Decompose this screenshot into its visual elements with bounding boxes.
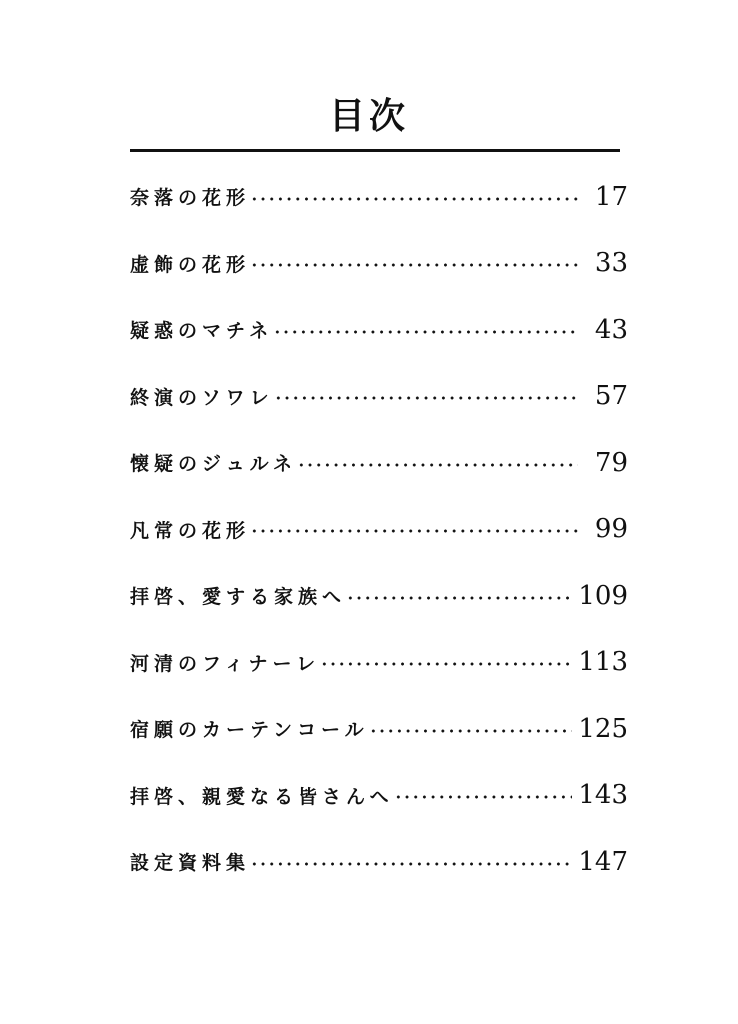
- table-of-contents: [130, 174, 628, 906]
- toc-entry-title: 拝啓、愛する家族へ: [130, 586, 347, 608]
- toc-entry[interactable]: [130, 640, 628, 685]
- dot-leader: [250, 263, 578, 267]
- toc-entry-page-number: 143: [578, 780, 628, 810]
- dot-leader: [369, 729, 573, 733]
- toc-entry-title: 終演のソワレ: [130, 386, 274, 409]
- toc-entry[interactable]: [130, 374, 628, 419]
- dot-leader: [346, 596, 572, 600]
- toc-entry[interactable]: [130, 174, 628, 219]
- toc-entry[interactable]: [130, 241, 628, 286]
- dot-leader: [394, 795, 573, 799]
- page-title: 目次: [328, 95, 409, 137]
- toc-entry[interactable]: [130, 507, 628, 552]
- toc-entry-page-number: 109: [578, 580, 628, 611]
- toc-entry-page-number: 17: [594, 181, 628, 212]
- dot-leader: [250, 529, 578, 533]
- toc-entry-page-number: 33: [594, 248, 628, 278]
- dot-leader: [274, 396, 578, 400]
- toc-entry-page-number: 99: [594, 514, 628, 544]
- toc-entry[interactable]: [130, 839, 628, 884]
- dot-leader: [250, 862, 572, 866]
- toc-entry-title: 虚飾の花形: [130, 253, 251, 276]
- toc-entry-page-number: 125: [578, 713, 628, 744]
- toc-entry-title: 宿願のカーテンコール: [130, 719, 369, 741]
- dot-leader: [320, 662, 572, 666]
- toc-entry-page-number: 57: [594, 381, 628, 411]
- toc-entry-title: 拝啓、親愛なる皆さんへ: [130, 785, 394, 808]
- toc-entry-page-number: 79: [594, 447, 628, 478]
- toc-entry[interactable]: [130, 773, 628, 818]
- toc-entry-title: 奈落の花形: [130, 187, 251, 209]
- dot-leader: [297, 463, 578, 467]
- toc-entry[interactable]: [130, 573, 628, 618]
- toc-entry-page-number: 43: [594, 314, 628, 345]
- toc-entry-page-number: 113: [578, 647, 628, 677]
- toc-entry[interactable]: [130, 307, 628, 352]
- title-underline: [130, 149, 620, 152]
- toc-entry-title: 設定資料集: [130, 852, 251, 874]
- toc-entry-title: 疑惑のマチネ: [130, 320, 274, 342]
- toc-entry-title: 河清のフィナーレ: [130, 652, 321, 675]
- dot-leader: [250, 197, 578, 201]
- toc-entry-title: 凡常の花形: [130, 519, 251, 542]
- dot-leader: [273, 330, 578, 334]
- toc-entry[interactable]: [130, 440, 628, 485]
- toc-entry-page-number: 147: [578, 846, 628, 877]
- toc-entry[interactable]: [130, 706, 628, 751]
- toc-entry-title: 懐疑のジュルネ: [130, 453, 298, 475]
